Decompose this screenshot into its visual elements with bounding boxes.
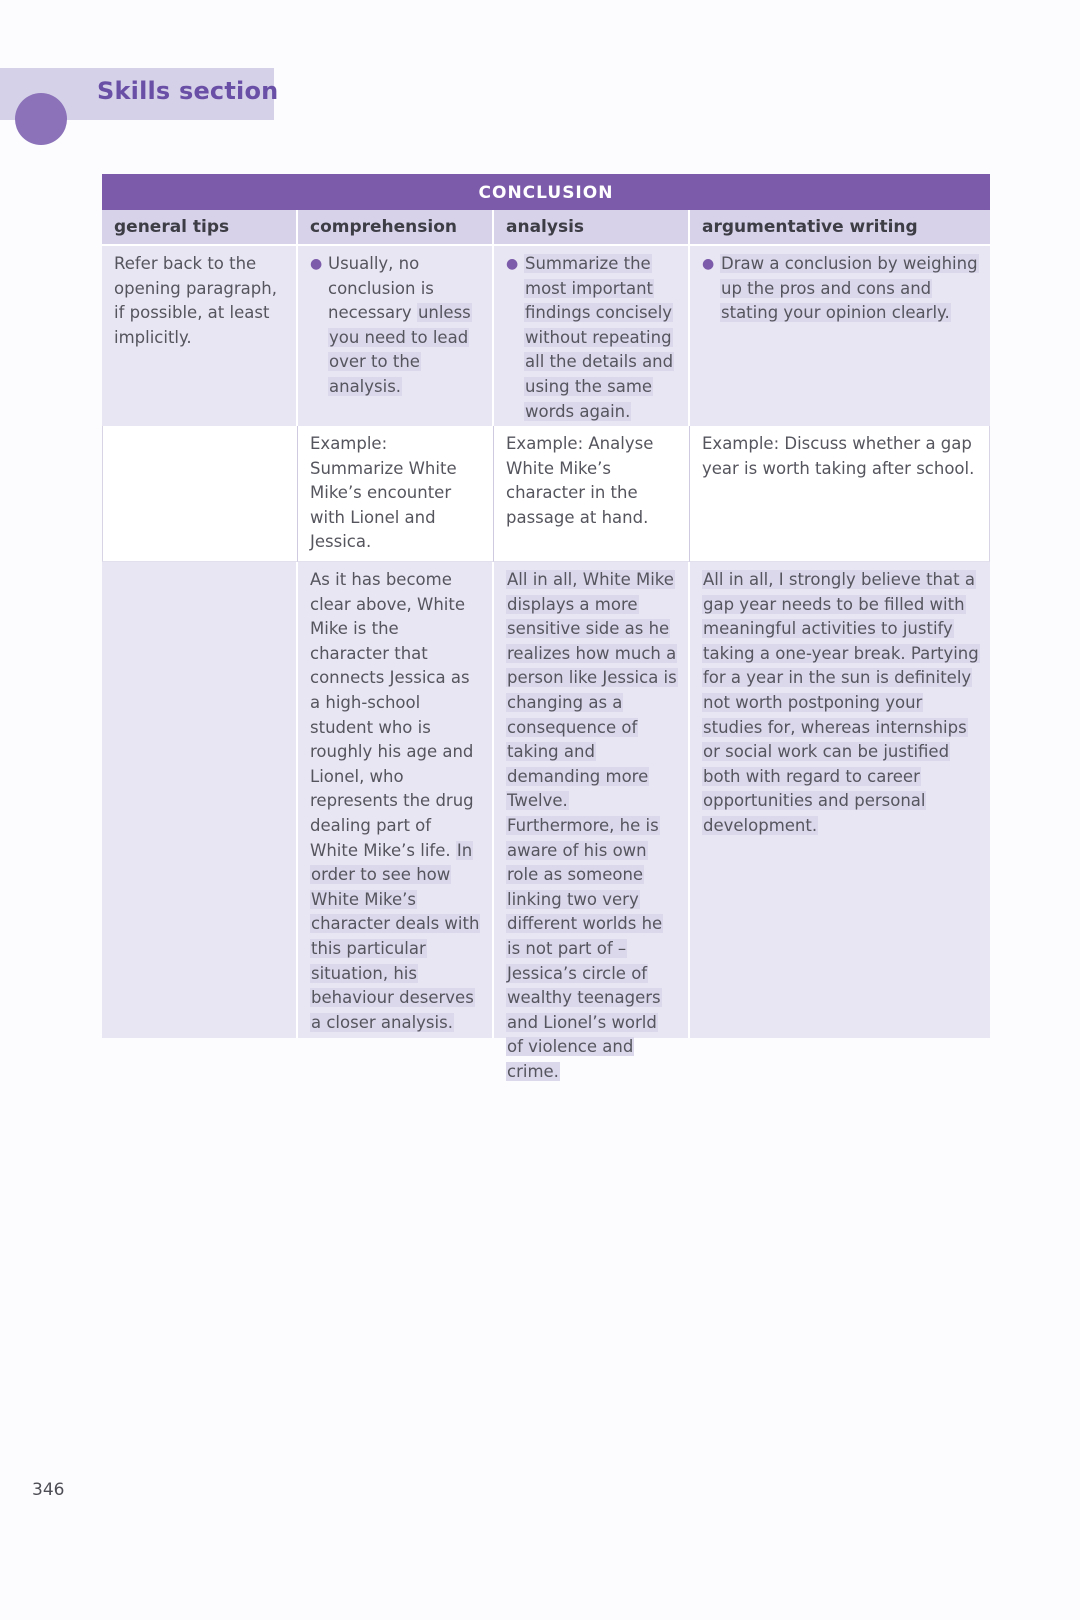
bullet-dot-icon: ● <box>506 256 519 272</box>
section-circle-marker <box>15 93 67 145</box>
tips-row <box>102 246 990 426</box>
bullet-dot-icon: ● <box>702 256 715 272</box>
column-header-argumentative-writing: argumentative writing <box>690 210 990 246</box>
example-general <box>102 426 298 562</box>
table-header-row <box>102 210 990 246</box>
column-header-comprehension: comprehension <box>298 210 494 246</box>
bullet-dot-icon: ● <box>310 256 323 272</box>
sample-analysis <box>494 562 690 1081</box>
column-header-general-tips: general tips <box>102 210 298 246</box>
tips-argumentative-highlight: Draw a conclusion by weighing up the pros and cons and stating your opinion clearly. <box>721 254 978 323</box>
column-header-analysis: analysis <box>494 210 690 246</box>
sample-comprehension <box>298 562 494 1038</box>
page-number: 346 <box>32 1480 65 1500</box>
tips-analysis-text <box>524 252 678 424</box>
tips-comprehension-bullet <box>310 252 482 400</box>
example-argumentative: Example: Discuss whether a gap year is worth taking after school. <box>690 426 990 562</box>
sample-argumentative <box>690 562 990 1038</box>
sample-row <box>102 562 990 1081</box>
sample-argumentative-highlight: All in all, I strongly believe that a gap year needs to be filled with meaningful activities to justify taking a one-year break. Partying for a year in the sun is definitely not worth postponing your studies for, whereas internships or social work can be justified both with regard to career opportunities and personal development. <box>703 570 979 835</box>
table-banner: CONCLUSION <box>102 174 990 210</box>
tips-argumentative-text <box>720 252 980 326</box>
sample-general <box>102 562 298 1038</box>
conclusion-table <box>102 174 990 1081</box>
sample-comprehension-highlight: In order to see how White Mike’s character deals with this particular situation, his behaviour deserves a closer analysis. <box>311 840 480 1032</box>
tips-comprehension-plain: Usually, no conclusion is necessary <box>328 254 434 323</box>
example-comprehension: Example: Summarize White Mike’s encounter with Lionel and Jessica. <box>298 426 494 562</box>
sample-analysis-highlight: All in all, White Mike displays a more sensitive side as he realizes how much a person like Jessica is changing as a consequence of taking and demanding more Twelve. Furthermore, he is aware of his own role as someone linking two very different worlds he is not part of – Jessica’s circle of wealthy teenagers and Lionel’s world of violence and crime. <box>507 570 677 1081</box>
tips-argumentative-bullet <box>702 252 980 326</box>
sample-comprehension-plain: As it has become clear above, White Mike is the character that connects Jessica as a high-school student who is roughly his age and Lionel, who represents the drug dealing part of White Mike’s life. <box>310 570 474 860</box>
tips-general-text: Refer back to the opening paragraph, if possible, at least implicitly. <box>114 254 277 347</box>
tips-analysis-bullet <box>506 252 678 424</box>
tips-analysis-highlight: Summarize the most important findings concisely without repeating all the details and using the same words again. <box>525 254 674 421</box>
example-analysis: Example: Analyse White Mike’s character in the passage at hand. <box>494 426 690 562</box>
section-title: Skills section <box>97 77 279 105</box>
tips-general <box>102 246 298 426</box>
example-row <box>102 426 990 562</box>
tips-argumentative <box>690 246 990 426</box>
tips-analysis <box>494 246 690 426</box>
tips-comprehension-text <box>328 252 482 400</box>
tips-comprehension <box>298 246 494 426</box>
tips-comprehension-highlight: unless you need to lead over to the analysis. <box>329 303 471 396</box>
